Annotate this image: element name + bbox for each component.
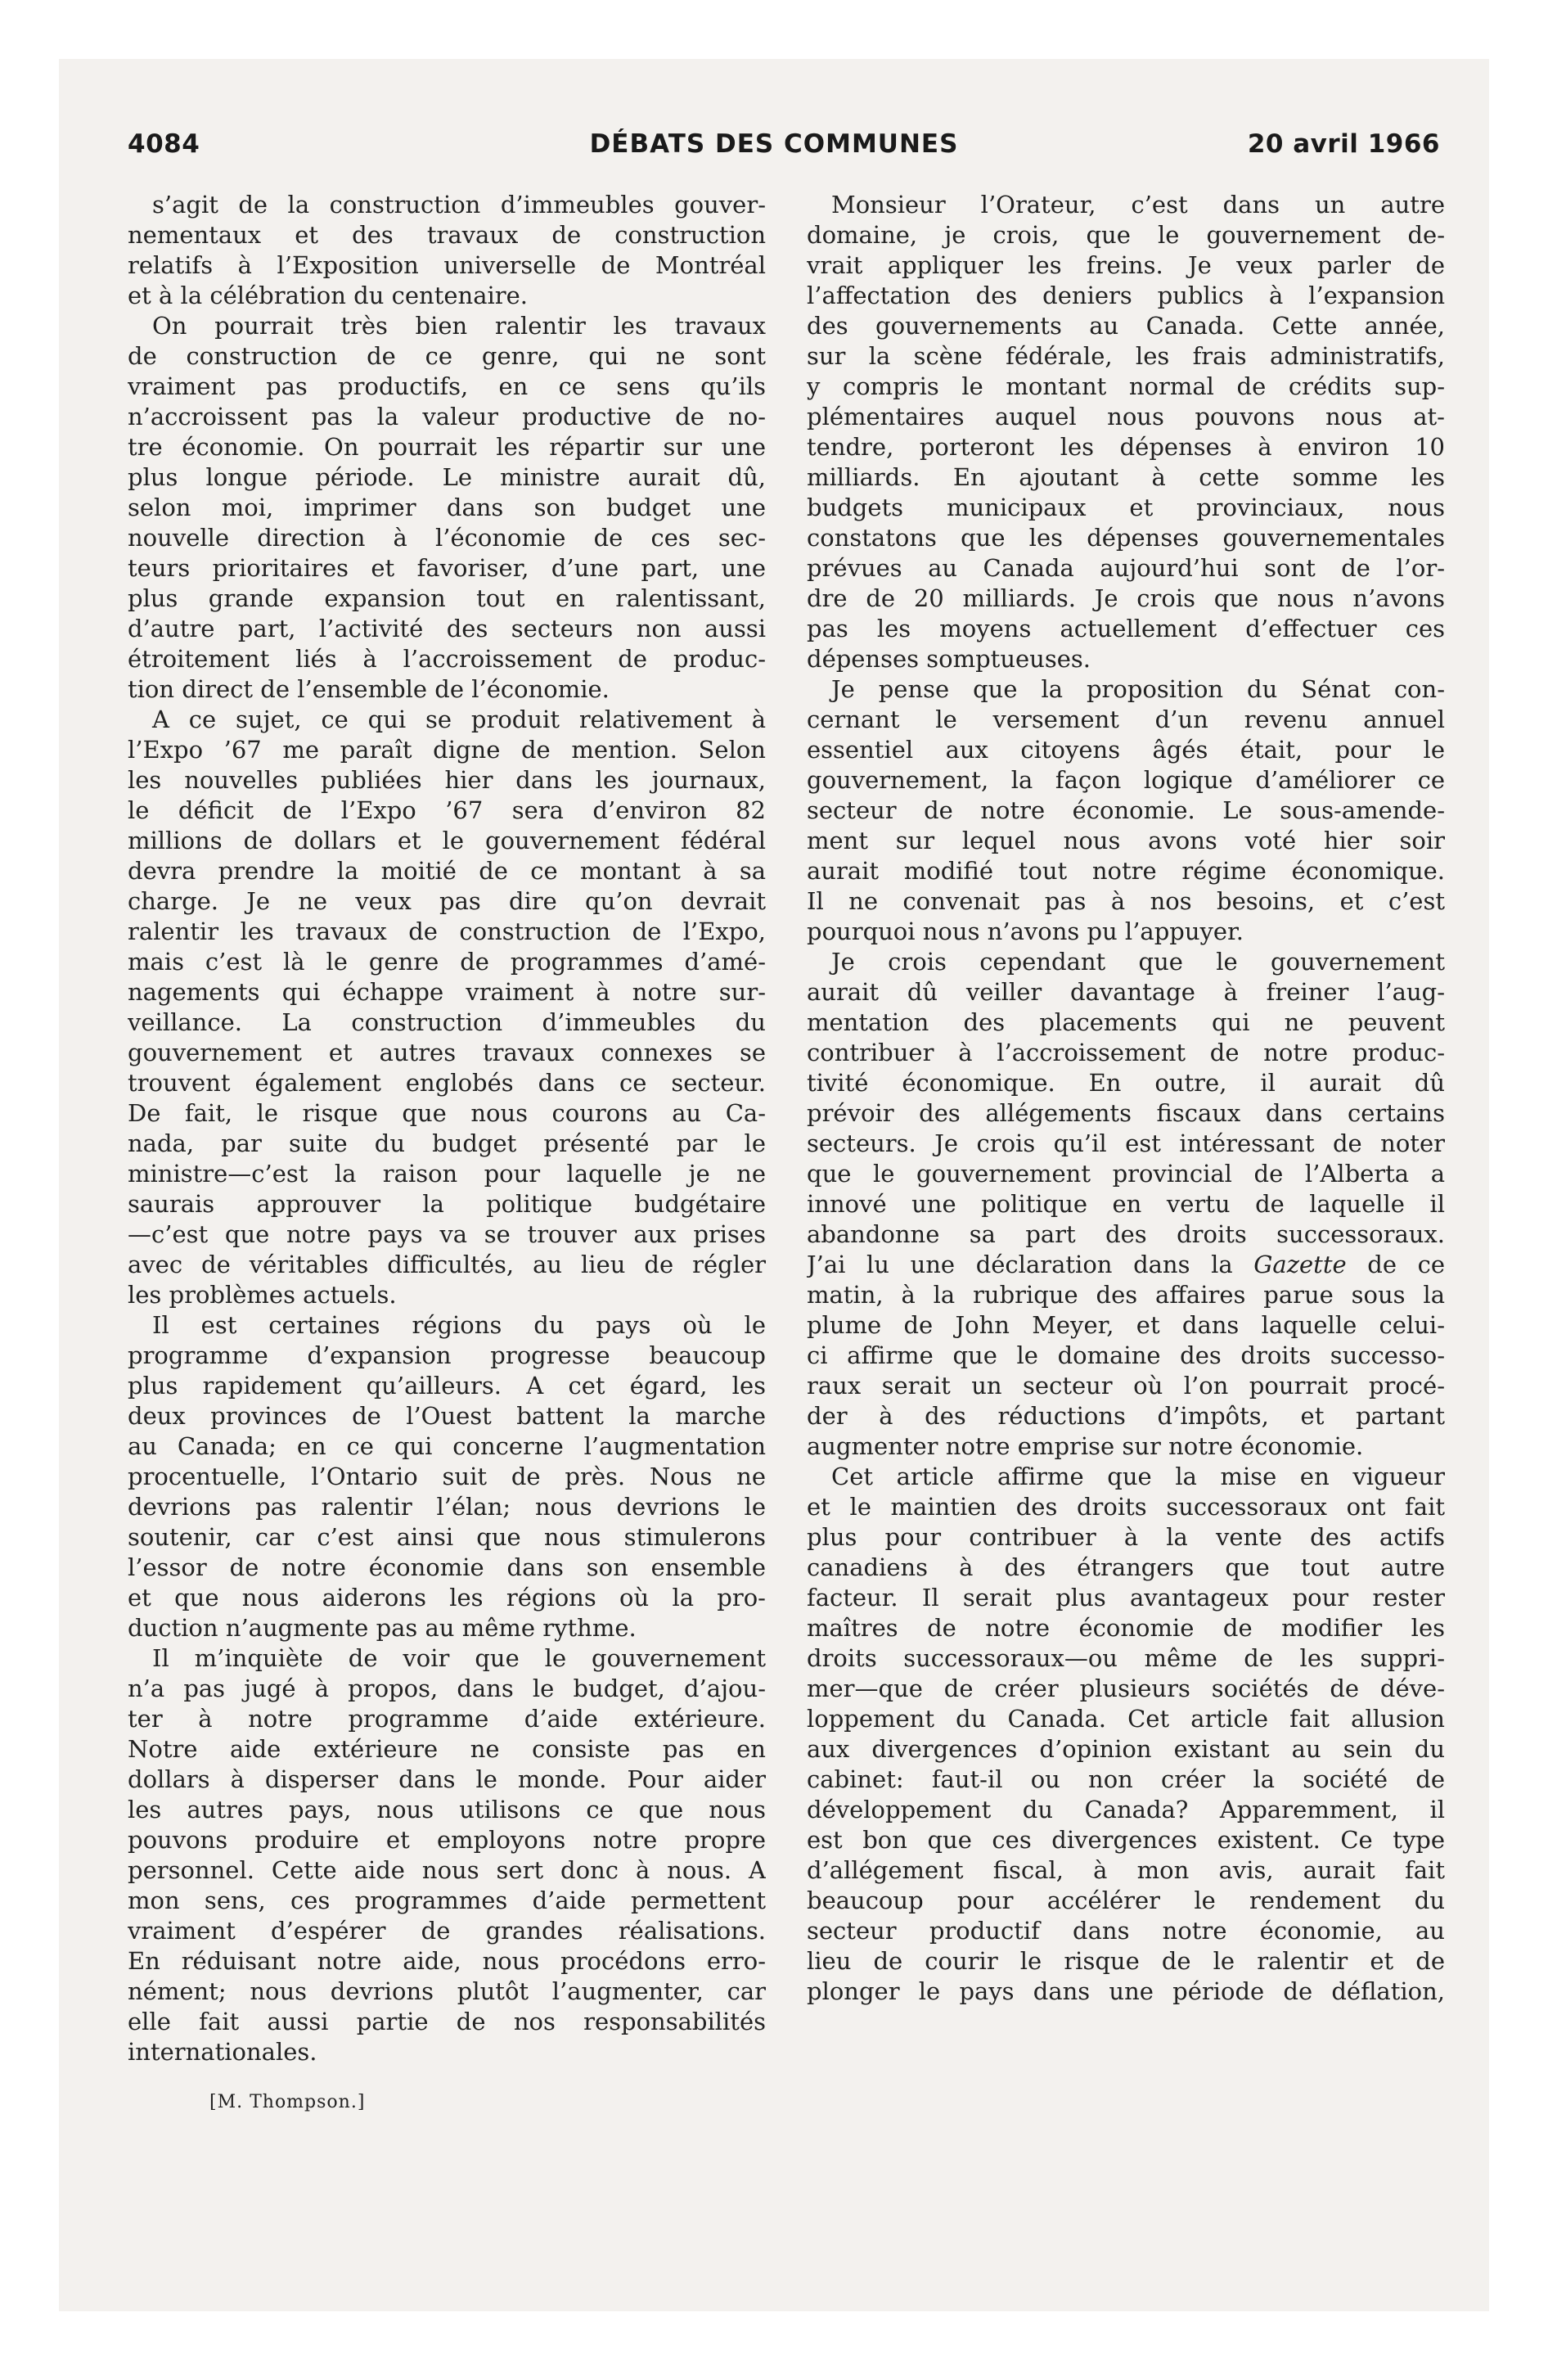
text-line: plus rapidement qu’ailleurs. A cet égard, les [128, 1372, 766, 1400]
text-line: que le gouvernement provincial de l’Alberta a [807, 1160, 1445, 1188]
text-line: personnel. Cette aide nous sert donc à nous. A [128, 1856, 766, 1884]
text-line: veillance. La construction d’immeubles du [128, 1008, 766, 1036]
text-line: millions de dollars et le gouvernement fédéral [128, 827, 766, 854]
paragraph [807, 947, 1445, 1462]
text-line: d’allégement fiscal, à mon avis, aurait fait [807, 1856, 1445, 1884]
text-line: devra prendre la moitié de ce montant à sa [128, 857, 766, 885]
text-line: milliards. En ajoutant à cette somme les [807, 463, 1445, 491]
paragraph [807, 190, 1445, 674]
text-line: contribuer à l’accroissement de notre produc- [807, 1039, 1445, 1066]
right-column [807, 190, 1445, 2007]
text-line: soutenir, car c’est ainsi que nous stimulerons [128, 1523, 766, 1551]
text-line: secteur de notre économie. Le sous-amende- [807, 796, 1445, 824]
text-line: saurais approuver la politique budgétaire [128, 1190, 766, 1218]
text-span: de ce [1346, 1251, 1445, 1278]
text-line: nementaux et des travaux de construction [128, 221, 766, 249]
text-line: aurait dû veiller davantage à freiner l’aug- [807, 978, 1445, 1006]
text-line: cabinet: faut-il ou non créer la société de [807, 1765, 1445, 1793]
text-line: relatifs à l’Exposition universelle de Montréal [128, 251, 766, 279]
text-line: matin, à la rubrique des affaires parue sous la [807, 1281, 1445, 1309]
text-line: selon moi, imprimer dans son budget une [128, 494, 766, 521]
text-line: programme d’expansion progresse beaucoup [128, 1341, 766, 1369]
text-line: l’essor de notre économie dans son ensemble [128, 1553, 766, 1581]
text-line: l’affectation des deniers publics à l’expansion [807, 282, 1445, 309]
text-line: plus pour contribuer à la vente des actifs [807, 1523, 1445, 1551]
text-line: au Canada; en ce qui concerne l’augmentation [128, 1432, 766, 1460]
text-line: est bon que ces divergences existent. Ce type [807, 1826, 1445, 1854]
text-line: trouvent également englobés dans ce secteur. [128, 1069, 766, 1097]
running-title: DÉBATS DES COMMUNES [589, 129, 959, 159]
text-line: secteurs. Je crois qu’il est intéressant de noter [807, 1129, 1445, 1157]
text-line: plus longue période. Le ministre aurait dû, [128, 463, 766, 491]
text-line: dre de 20 milliards. Je crois que nous n’avons [807, 584, 1445, 612]
text-span: J’ai lu une déclaration dans la [807, 1251, 1254, 1278]
text-line: les problèmes actuels. [128, 1281, 397, 1309]
text-line: plus grande expansion tout en ralentissant, [128, 584, 766, 612]
text-line: les autres pays, nous utilisons ce que nous [128, 1796, 766, 1823]
paragraph [807, 1462, 1445, 2007]
text-line: En réduisant notre aide, nous procédons erro- [128, 1947, 766, 1975]
text-line: devrions pas ralentir l’élan; nous devrions le [128, 1493, 766, 1521]
text-line: mer—que de créer plusieurs sociétés de déve- [807, 1675, 1445, 1702]
text-line: nément; nous devrions plutôt l’augmenter, car [128, 1977, 766, 2005]
text-line: augmenter notre emprise sur notre économie. [807, 1432, 1364, 1460]
text-line: avec de véritables difficultés, au lieu de régler [128, 1251, 766, 1278]
text-line: Je crois cependant que le gouvernement [831, 948, 1445, 976]
italic-title: Gazette [1253, 1251, 1347, 1278]
text-line: abandonne sa part des droits successoraux. [807, 1220, 1445, 1248]
text-line: tendre, porteront les dépenses à environ 10 [807, 433, 1445, 461]
text-line: plonger le pays dans une période de déflation, [807, 1977, 1445, 2005]
text-line: Il est certaines régions du pays où le [152, 1311, 766, 1339]
text-line: ment sur lequel nous avons voté hier soir [807, 827, 1445, 854]
text-line: ci affirme que le domaine des droits successo- [807, 1341, 1445, 1369]
text-line: d’autre part, l’activité des secteurs non aussi [128, 615, 766, 642]
text-line: essentiel aux citoyens âgés était, pour le [807, 736, 1445, 764]
speaker-signature: [M. Thompson.] [209, 2092, 366, 2112]
text-line: de construction de ce genre, qui ne sont [128, 342, 766, 370]
text-line: plume de John Meyer, et dans laquelle celui- [807, 1311, 1445, 1339]
text-line: plémentaires auquel nous pouvons nous at- [807, 403, 1445, 430]
text-line: innové une politique en vertu de laquelle il [807, 1190, 1445, 1218]
text-line: Il ne convenait pas à nos besoins, et c’est [807, 887, 1445, 915]
text-line: ministre—c’est la raison pour laquelle je ne [128, 1160, 766, 1188]
text-line: nada, par suite du budget présenté par le [128, 1129, 766, 1157]
text-line: dépenses somptueuses. [807, 645, 1091, 673]
text-line: der à des réductions d’impôts, et partant [807, 1402, 1445, 1430]
hansard-page [59, 59, 1489, 2311]
text-line: mentation des placements qui ne peuvent [807, 1008, 1445, 1036]
text-line: et le maintien des droits successoraux ont fait [807, 1493, 1445, 1521]
text-line: Je pense que la proposition du Sénat con- [831, 675, 1445, 703]
text-line: ter à notre programme d’aide extérieure. [128, 1705, 766, 1733]
text-line: Notre aide extérieure ne consiste pas en [128, 1735, 766, 1763]
text-line: développement du Canada? Apparemment, il [807, 1796, 1445, 1823]
paragraph [128, 311, 766, 705]
text-line: pas les moyens actuellement d’effectuer ces [807, 615, 1445, 642]
text-line: tre économie. On pourrait les répartir sur une [128, 433, 766, 461]
text-line: loppement du Canada. Cet article fait allusion [807, 1705, 1445, 1733]
text-line: aux divergences d’opinion existant au sein du [807, 1735, 1445, 1763]
paragraph [128, 190, 766, 311]
text-line [807, 1250, 1445, 1280]
text-line: Cet article affirme que la mise en vigueur [831, 1463, 1445, 1490]
page-number: 4084 [128, 129, 200, 159]
text-line: pouvons produire et employons notre propre [128, 1826, 766, 1854]
text-line: cernant le versement d’un revenu annuel [807, 705, 1445, 733]
text-line: sur la scène fédérale, les frais administratifs, [807, 342, 1445, 370]
text-line: vrait appliquer les freins. Je veux parler de [807, 251, 1445, 279]
text-line: A ce sujet, ce qui se produit relativement à [152, 705, 766, 733]
text-line: étroitement liés à l’accroissement de produc- [128, 645, 766, 673]
text-line: droits successoraux—ou même de les suppri- [807, 1644, 1445, 1672]
text-line: vraiment d’espérer de grandes réalisations. [128, 1917, 766, 1945]
text-line: pourquoi nous n’avons pu l’appuyer. [807, 917, 1244, 945]
text-line: nagements qui échappe vraiment à notre sur- [128, 978, 766, 1006]
text-line: Monsieur l’Orateur, c’est dans un autre [831, 191, 1445, 219]
text-line: —c’est que notre pays va se trouver aux prises [128, 1220, 766, 1248]
text-line: dollars à disperser dans le monde. Pour aider [128, 1765, 766, 1793]
paragraph [128, 705, 766, 1310]
text-line: On pourrait très bien ralentir les travaux [152, 312, 766, 340]
paragraph [807, 674, 1445, 947]
text-line: beaucoup pour accélérer le rendement du [807, 1886, 1445, 1914]
text-line: des gouvernements au Canada. Cette année, [807, 312, 1445, 340]
text-line: les nouvelles publiées hier dans les journaux, [128, 766, 766, 794]
text-line: canadiens à des étrangers que tout autre [807, 1553, 1445, 1581]
text-line: gouvernement, la façon logique d’améliorer ce [807, 766, 1445, 794]
text-line: internationales. [128, 2038, 317, 2066]
text-line: charge. Je ne veux pas dire qu’on devrait [128, 887, 766, 915]
text-line: mais c’est là le genre de programmes d’amé- [128, 948, 766, 976]
text-line: deux provinces de l’Ouest battent la marche [128, 1402, 766, 1430]
paragraph [128, 1643, 766, 2067]
text-line: maîtres de notre économie de modifier les [807, 1614, 1445, 1642]
text-line: elle fait aussi partie de nos responsabilités [128, 2008, 766, 2035]
paragraph [128, 1310, 766, 1643]
left-column [128, 190, 766, 2123]
text-line: l’Expo ’67 me paraît digne de mention. Selon [128, 736, 766, 764]
text-line: teurs prioritaires et favoriser, d’une part, une [128, 554, 766, 582]
text-line: y compris le montant normal de crédits sup- [807, 372, 1445, 400]
text-line: n’a pas jugé à propos, dans le budget, d’ajou- [128, 1675, 766, 1702]
text-line: le déficit de l’Expo ’67 sera d’environ 82 [128, 796, 766, 824]
text-line: tivité économique. En outre, il aurait dû [807, 1069, 1445, 1097]
text-line: budgets municipaux et provinciaux, nous [807, 494, 1445, 521]
text-line: vraiment pas productifs, en ce sens qu’ils [128, 372, 766, 400]
text-line: nouvelle direction à l’économie de ces sec- [128, 524, 766, 552]
text-line: s’agit de la construction d’immeubles gouver- [152, 191, 766, 219]
text-line: raux serait un secteur où l’on pourrait procé- [807, 1372, 1445, 1400]
text-line: et que nous aiderons les régions où la pro- [128, 1584, 766, 1611]
text-line: procentuelle, l’Ontario suit de près. Nous ne [128, 1463, 766, 1490]
text-line: lieu de courir le risque de le ralentir et de [807, 1947, 1445, 1975]
text-line: et à la célébration du centenaire. [128, 282, 529, 309]
text-line: gouvernement et autres travaux connexes se [128, 1039, 766, 1066]
text-line: ralentir les travaux de construction de l’Expo, [128, 917, 766, 945]
text-line: prévues au Canada aujourd’hui sont de l’or- [807, 554, 1445, 582]
text-line: aurait modifié tout notre régime économique. [807, 857, 1445, 885]
text-line: tion direct de l’ensemble de l’économie. [128, 675, 610, 703]
text-line: constatons que les dépenses gouvernementales [807, 524, 1445, 552]
text-line: mon sens, ces programmes d’aide permettent [128, 1886, 766, 1914]
page-date: 20 avril 1966 [1247, 129, 1440, 159]
text-line: secteur productif dans notre économie, au [807, 1917, 1445, 1945]
text-line: De fait, le risque que nous courons au Ca- [128, 1099, 766, 1127]
text-line: duction n’augmente pas au même rythme. [128, 1614, 637, 1642]
text-line: facteur. Il serait plus avantageux pour rester [807, 1584, 1445, 1611]
text-line: prévoir des allégements fiscaux dans certains [807, 1099, 1445, 1127]
text-line: n’accroissent pas la valeur productive de no- [128, 403, 766, 430]
text-line: domaine, je crois, que le gouvernement de- [807, 221, 1445, 249]
text-line: Il m’inquiète de voir que le gouvernement [152, 1644, 766, 1672]
